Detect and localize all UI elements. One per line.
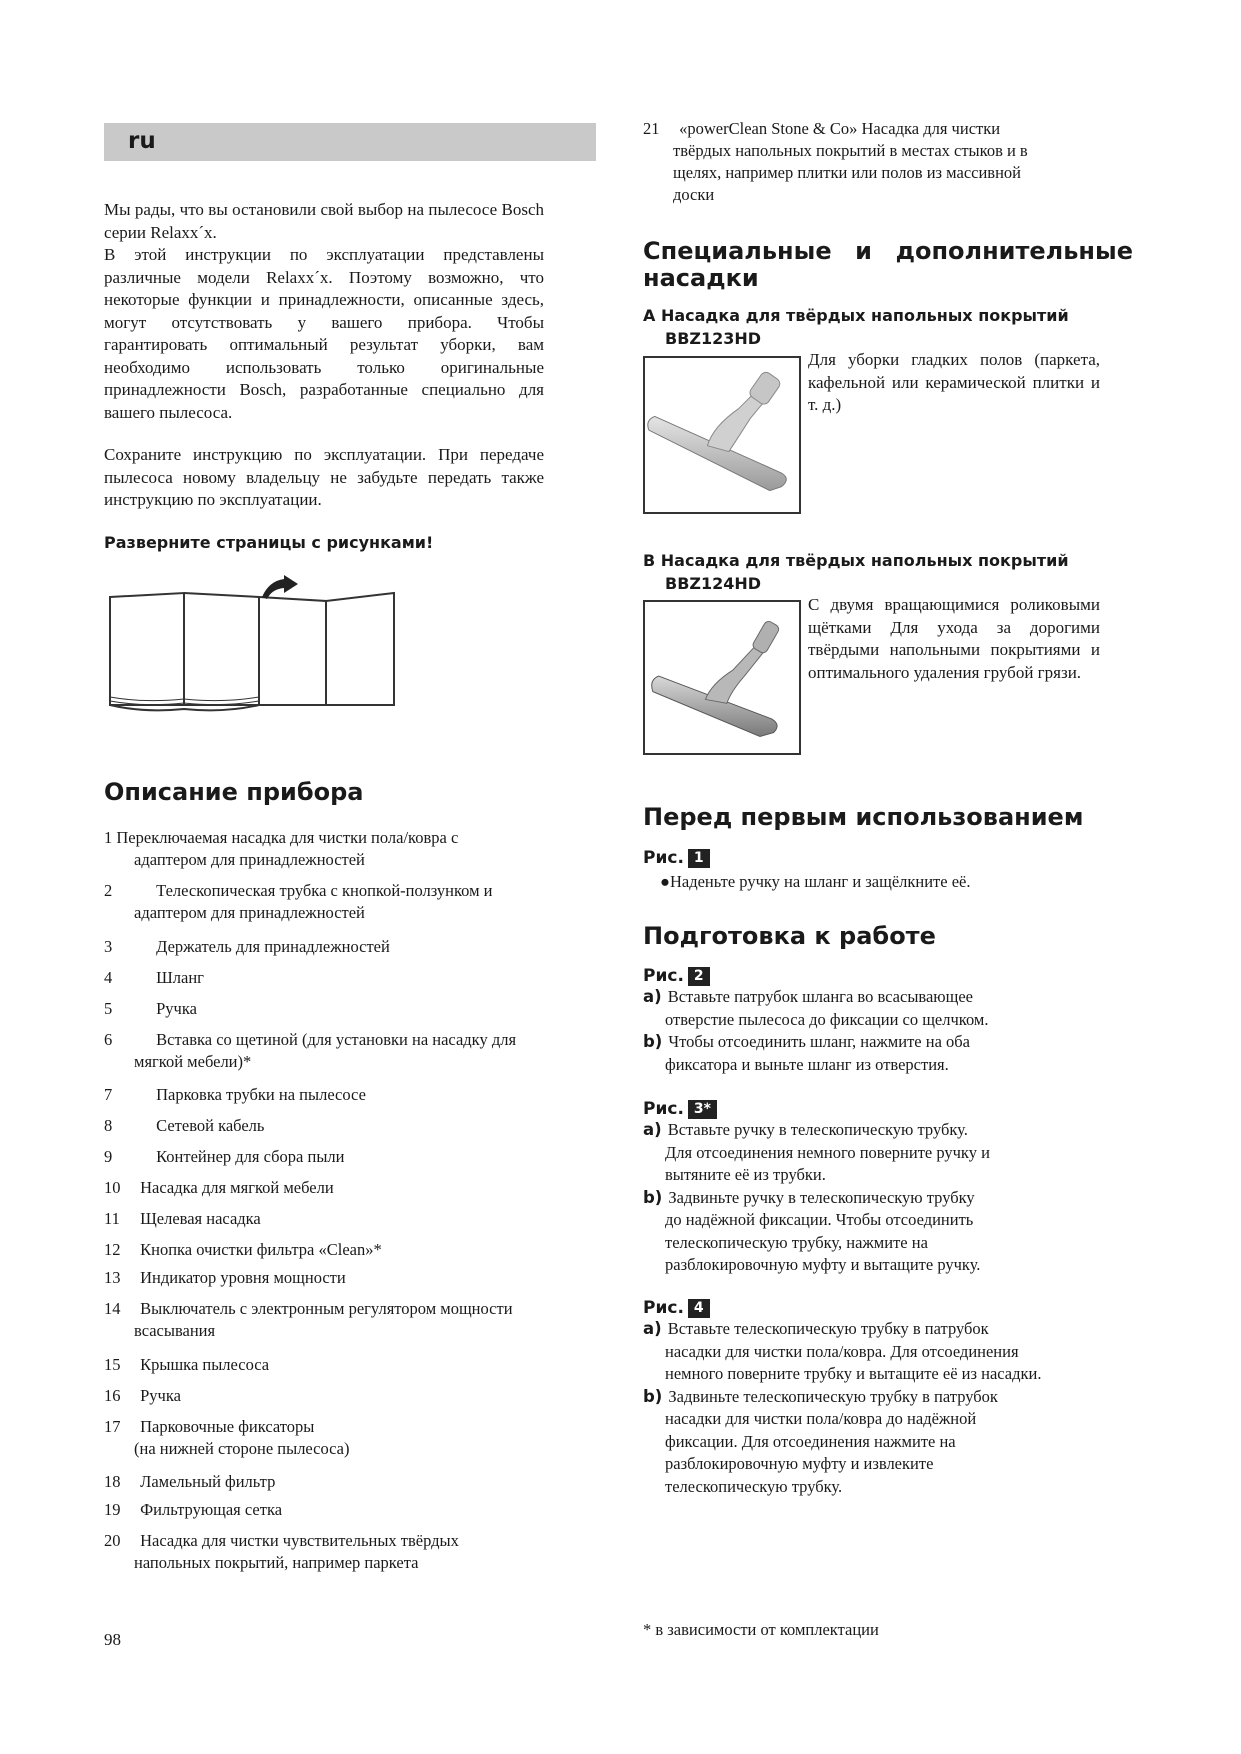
attachment-a-heading <box>643 304 1123 350</box>
figure-4-block <box>643 1298 1073 1498</box>
attachment-a-description: Для уборки гладких полов (паркета, кафельной или керамической плитки и т. д.) <box>808 350 1100 414</box>
item-text: Выключатель с электронным регулятором мощности <box>140 1299 513 1318</box>
item-text-cont: мягкой мебели)* <box>134 1052 252 1071</box>
item-number: 20 <box>104 1531 121 1550</box>
attachment-a-label: A Насадка для твёрдых напольных покрытий <box>643 306 1069 325</box>
page-number: 98 <box>104 1630 121 1649</box>
item-number: 8 <box>104 1116 113 1135</box>
attachment-b-label: B Насадка для твёрдых напольных покрытий <box>643 551 1069 570</box>
list-item-21 <box>643 118 1063 206</box>
step-letter: b) <box>643 1032 663 1051</box>
item-text: Сетевой кабель <box>156 1116 265 1135</box>
item-text-cont: адаптером для принадлежностей <box>134 850 365 869</box>
item-number: 17 <box>104 1417 121 1436</box>
item-text: Ламельный фильтр <box>140 1472 276 1491</box>
item-text: Ручка <box>156 999 197 1018</box>
item-text: Держатель для принадлежностей <box>156 937 390 956</box>
item-number: 6 <box>104 1030 113 1049</box>
item-text: Кнопка очистки фильтра «Clean»* <box>140 1240 382 1259</box>
item-text: Индикатор уровня мощности <box>140 1268 346 1287</box>
before-use-bullet <box>660 871 970 894</box>
bullet-icon: ● <box>660 872 670 891</box>
special-attachments-title: Специальные и дополнительные насадки <box>643 237 1133 292</box>
item-text: Контейнер для сбора пыли <box>156 1147 345 1166</box>
item-text: Парковочные фиксаторы <box>140 1417 315 1436</box>
item-text: Насадка для чистки чувствительных твёрдых <box>140 1531 459 1550</box>
footnote: * в зависимости от комплектации <box>643 1620 879 1639</box>
step-letter: b) <box>643 1386 663 1406</box>
item-number: 7 <box>104 1085 113 1104</box>
arrow-icon <box>262 575 298 599</box>
list-item <box>104 880 493 924</box>
item-number: 5 <box>104 999 113 1018</box>
item-text: Парковка трубки на пылесосе <box>156 1085 366 1104</box>
item-number: 3 <box>104 937 113 956</box>
step-letter: a) <box>643 1319 662 1338</box>
step-text: Вставьте телескопическую трубку в патрубок <box>667 1319 989 1338</box>
attachment-b-heading <box>643 549 1123 595</box>
item-number: 9 <box>104 1147 113 1166</box>
attachment-a-image <box>643 356 801 514</box>
item-text-cont: напольных покрытий, например паркета <box>134 1553 419 1572</box>
list-item <box>104 1530 459 1574</box>
item-number: 2 <box>104 881 113 900</box>
list-item <box>104 936 390 958</box>
list-item <box>104 1354 269 1376</box>
unfold-pages-note: Разверните страницы с рисунками! <box>104 533 434 552</box>
attachment-b-description: С двумя вращающимися роликовыми щётками Для ухода за дорогими твёрдыми напольными покрытиями и оптимального удаления грубой грязи. <box>808 595 1100 682</box>
step-letter: b) <box>643 1187 663 1207</box>
item-number: 1 <box>104 828 113 847</box>
item-text: Телескопическая трубка с кнопкой-ползунком и <box>156 881 493 900</box>
step-letter: a) <box>643 1120 662 1139</box>
list-item <box>104 1084 366 1106</box>
figure-1-label <box>643 848 710 868</box>
figure-2-block <box>643 966 1073 1076</box>
list-item <box>104 1499 282 1521</box>
item-number: 21 <box>643 119 660 138</box>
figure-label-text: Рис. <box>643 1298 684 1318</box>
list-item <box>104 1385 181 1407</box>
item-text: Крышка пылесоса <box>140 1355 270 1374</box>
item-number: 19 <box>104 1500 121 1519</box>
figure-number-badge: 2 <box>688 967 710 986</box>
attachment-a-model: BBZ123HD <box>665 329 762 348</box>
item-number: 18 <box>104 1472 121 1491</box>
language-header-bar <box>104 123 596 161</box>
list-item <box>104 1115 264 1137</box>
step-text-cont: до надёжной фиксации. Чтобы отсоединить телескопическую трубку, нажмите на разблокировочную муфту и вытащите ручку. <box>665 1210 981 1274</box>
item-text: Щелевая насадка <box>140 1209 261 1228</box>
step-text: Задвиньте телескопическую трубку в патрубок <box>668 1386 998 1406</box>
figure-label-text: Рис. <box>643 1099 684 1119</box>
item-text-cont: твёрдых напольных покрытий в местах стыков и в щелях, например плитки или полов из массивной доски <box>673 141 1028 204</box>
description-title: Описание прибора <box>104 778 364 806</box>
item-number: 13 <box>104 1268 121 1287</box>
step-letter: a) <box>643 987 662 1006</box>
item-number: 11 <box>104 1209 120 1228</box>
intro-paragraph-1: Мы рады, что вы остановили свой выбор на пылесосе Bosch серии Relaxx´x. <box>104 200 544 242</box>
list-item <box>104 1239 382 1261</box>
list-item <box>104 998 197 1020</box>
step-text-cont: Для отсоединения немного поверните ручку и вытяните её из трубки. <box>665 1142 990 1184</box>
item-text: Насадка для мягкой мебели <box>140 1178 334 1197</box>
list-item <box>104 1298 513 1342</box>
item-number: 12 <box>104 1240 121 1259</box>
figure-number-badge: 4 <box>688 1299 710 1318</box>
step-text: Чтобы отсоединить шланг, нажмите на оба <box>668 1032 970 1051</box>
step-text-cont: насадки для чистки пола/ковра. Для отсоединения немного поверните трубку и вытащите её из насадки. <box>665 1341 1042 1383</box>
step-text: Вставьте патрубок шланга во всасывающее <box>667 987 973 1006</box>
figure-number-badge: 1 <box>688 849 710 868</box>
list-item <box>104 827 458 871</box>
preparation-title: Подготовка к работе <box>643 922 936 950</box>
list-item <box>104 1267 346 1289</box>
item-number: 10 <box>104 1178 121 1197</box>
item-text: Ручка <box>140 1386 181 1405</box>
figure-label-text: Рис. <box>643 966 684 986</box>
bullet-text: Наденьте ручку на шланг и защёлкните её. <box>669 872 971 891</box>
item-text-cont: адаптером для принадлежностей <box>134 903 365 922</box>
item-text: Шланг <box>156 968 204 987</box>
list-item <box>104 1177 334 1199</box>
before-use-title: Перед первым использованием <box>643 803 1084 831</box>
language-tag: ru <box>128 128 156 154</box>
item-text-cont: всасывания <box>134 1321 216 1340</box>
item-text: «powerClean Stone & Co» Насадка для чистки <box>679 119 1001 138</box>
intro-paragraph-3: Сохраните инструкцию по эксплуатации. При передаче пылесоса новому владельцу не забудьте передать также инструкцию по эксплуатации. <box>104 445 544 509</box>
step-text-cont: отверстие пылесоса до фиксации со щелчком. <box>665 1009 989 1029</box>
list-item <box>104 1416 350 1460</box>
intro-paragraph-2: В этой инструкции по эксплуатации представлены различные модели Relaxx´x. Поэтому возможно, что некоторые функции и принадлежности, описанные здесь, могут отсутствовать у вашего прибора. Чтобы гарантировать оптимальный результат уборки, вам необходимо использовать только оригинальные принадлежности Bosch, разработанные специально для вашего пылесоса. <box>104 245 544 422</box>
item-text: Переключаемая насадка для чистки пола/ковра с <box>116 828 459 847</box>
item-text: Вставка со щетиной (для установки на насадку для <box>156 1030 517 1049</box>
step-text-cont: насадки для чистки пола/ковра до надёжной фиксации. Для отсоединения нажмите на разблокировочную муфту и извлеките телескопическую трубку. <box>665 1409 977 1496</box>
list-item <box>104 1146 344 1168</box>
list-item <box>104 1208 261 1230</box>
step-text-cont: фиксатора и выньте шланг из отверстия. <box>665 1054 949 1074</box>
list-item <box>104 967 204 989</box>
figure-label-text: Рис. <box>643 848 684 868</box>
figure-number-badge: 3* <box>688 1100 717 1119</box>
list-item <box>104 1471 275 1493</box>
item-number: 14 <box>104 1299 121 1318</box>
item-number: 16 <box>104 1386 121 1405</box>
figure-3-block <box>643 1099 1073 1277</box>
item-text: Фильтрующая сетка <box>140 1500 283 1519</box>
attachment-b-image <box>643 600 801 755</box>
attachment-b-model: BBZ124HD <box>665 574 762 593</box>
step-text: Задвиньте ручку в телескопическую трубку <box>668 1187 975 1207</box>
item-number: 4 <box>104 968 113 987</box>
step-text: Вставьте ручку в телескопическую трубку. <box>667 1120 968 1139</box>
item-text-cont: (на нижней стороне пылесоса) <box>134 1439 350 1458</box>
list-item <box>104 1029 516 1073</box>
item-number: 15 <box>104 1355 121 1374</box>
unfold-book-illustration <box>104 575 414 720</box>
